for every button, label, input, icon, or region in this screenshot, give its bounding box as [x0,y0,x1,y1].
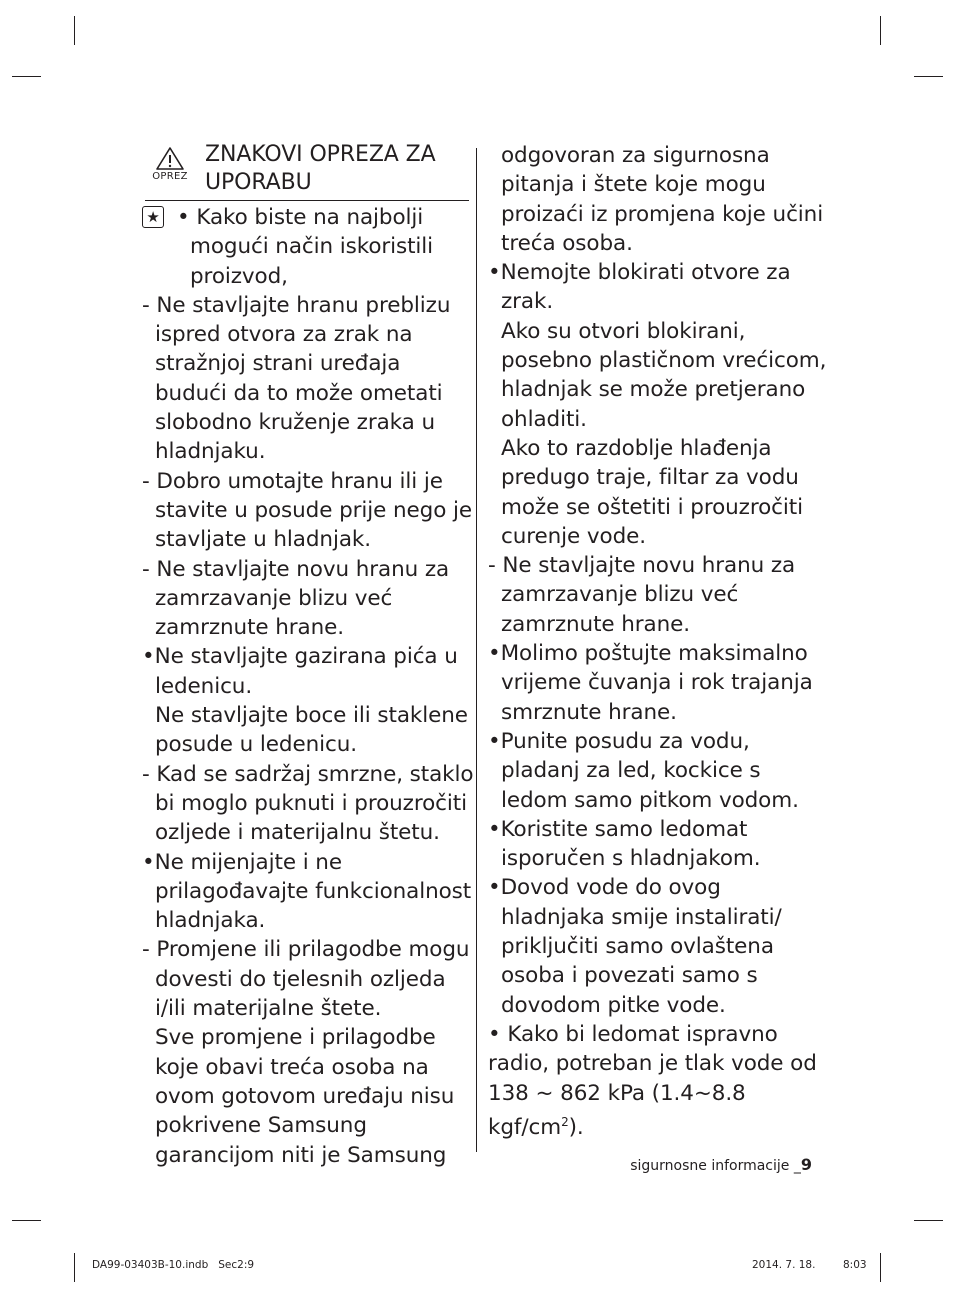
list-item: odgovoran za sigurnosna pitanja i štete koje mogu proizaći iz promjena koje učini treća osoba. [501,143,824,256]
warning-triangle-icon [155,146,185,171]
list-item: •Ne mijenjajte i ne prilagođavajte funkcionalnost hladnjaka. [142,849,472,934]
star-icon: ★ [142,206,164,228]
crop-mark [914,76,943,77]
right-column [488,141,828,1142]
list-item: •Punite posudu za vodu, pladanj za led, kockice s ledom samo pitkom vodom. [488,728,799,813]
page-footer [630,1157,812,1174]
list-item: - Promjene ili prilagodbe mogu dovesti do tjelesnih ozljeda i/ili materijalne štete. [142,937,470,1022]
crop-mark [914,1220,943,1221]
list-item: •Koristite samo ledomat isporučen s hladnjakom. [488,816,761,872]
heading-underline [145,200,469,201]
crop-mark [74,16,75,45]
crop-mark [880,1253,881,1282]
column-divider [476,148,477,1152]
print-date: 2014. 7. 18. [752,1259,816,1271]
print-file-info: DA99-03403B-10.indb Sec2:9 [92,1259,255,1271]
list-item: - Ne stavljajte novu hranu za zamrzavanje blizu već zamrznute hrane. [488,553,796,637]
list-item: - Ne stavljajte novu hranu za zamrzavanje blizu već zamrznute hrane. [142,556,450,641]
list-item: • Kako bi ledomat ispravno radio, potreban je tlak vode od 138 ~ 862 kPa (1.4~8.8 kgf/$cm^2$). [488,1021,817,1140]
list-item: Sve promjene i prilagodbe koje obavi treća osoba na ovom gotovom uređaju nisu pokrivene Samsung garancijom niti je Samsung [155,1025,455,1168]
crop-mark [12,1220,41,1221]
list-item: •Ne stavljajte gazirana pića u ledenicu. [142,644,458,699]
list-item: Ako su otvori blokirani, posebno plastičnom vrećicom, hladnjak se može pretjerano ohladiti. [501,318,827,432]
footer-section: sigurnosne informacije _ [630,1158,801,1174]
left-column [142,141,474,1170]
page-number: 9 [800,1155,812,1174]
list-item: •Dovod vode do ovog hladnjaka smije instalirati/ priključiti samo ovlaštena osoba i povezati samo s dovodom pitke vode. [488,875,782,1018]
print-time: 8:03 [843,1259,867,1271]
caution-icon-label: OPREZ [152,171,188,182]
list-item: Ako to razdoblje hlađenja predugo traje, filtar za vodu može se oštetiti i prouzročiti curenje vode. [501,435,803,549]
list-item [142,203,474,291]
section-title: ZNAKOVI OPREZA ZA UPORABU [205,142,436,195]
list-item-text: • Kako biste na najbolji mogući način iskoristili proizvod, [177,205,434,289]
crop-mark [880,16,881,45]
list-item: •Nemojte blokirati otvore za zrak. [488,260,791,315]
list-item: - Dobro umotajte hranu ili je stavite u posude prije nego je stavljate u hladnjak. [142,468,472,553]
crop-mark [12,76,41,77]
superscript: 2 [561,1114,569,1129]
caution-label [149,146,191,182]
crop-mark [74,1253,75,1282]
section-heading [145,141,474,201]
list-item: - Kad se sadržaj smrzne, staklo bi moglo puknuti i prouzročiti ozljede i materijalnu štetu. [142,761,474,846]
list-item: Ne stavljajte boce ili staklene posude u ledenicu. [155,703,468,758]
list-item: •Molimo poštujte maksimalno vrijeme čuvanja i rok trajanja smrznute hrane. [488,641,813,725]
list-item: - Ne stavljajte hranu preblizu ispred otvora za zrak na stražnjoj strani uređaja budući da to može ometati slobodno kruženje zraka u hladnjaku. [142,292,451,465]
